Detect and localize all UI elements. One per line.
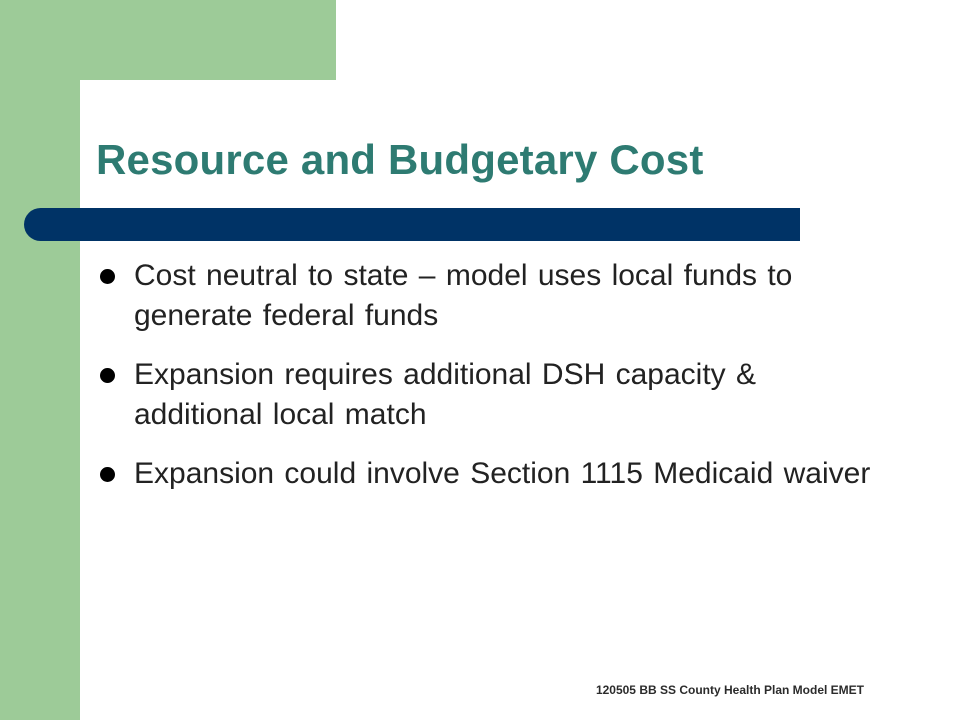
list-item bbox=[96, 256, 876, 336]
slide-title: Resource and Budgetary Cost bbox=[96, 136, 704, 183]
bullet-icon bbox=[100, 368, 115, 383]
bullet-list bbox=[96, 256, 876, 513]
bullet-icon bbox=[100, 467, 115, 482]
frame-left-strip bbox=[0, 0, 80, 720]
slide-footer: 120505 BB SS County Health Plan Model EMET bbox=[595, 683, 864, 697]
title-underline-bar bbox=[24, 208, 800, 241]
bullet-text: Cost neutral to state – model uses local funds to generate federal funds bbox=[134, 259, 793, 332]
bullet-icon bbox=[100, 269, 115, 284]
bullet-text: Expansion requires additional DSH capacity & additional local match bbox=[134, 358, 756, 431]
list-item bbox=[96, 454, 876, 494]
bullet-text: Expansion could involve Section 1115 Medicaid waiver bbox=[134, 457, 871, 490]
list-item bbox=[96, 355, 876, 435]
